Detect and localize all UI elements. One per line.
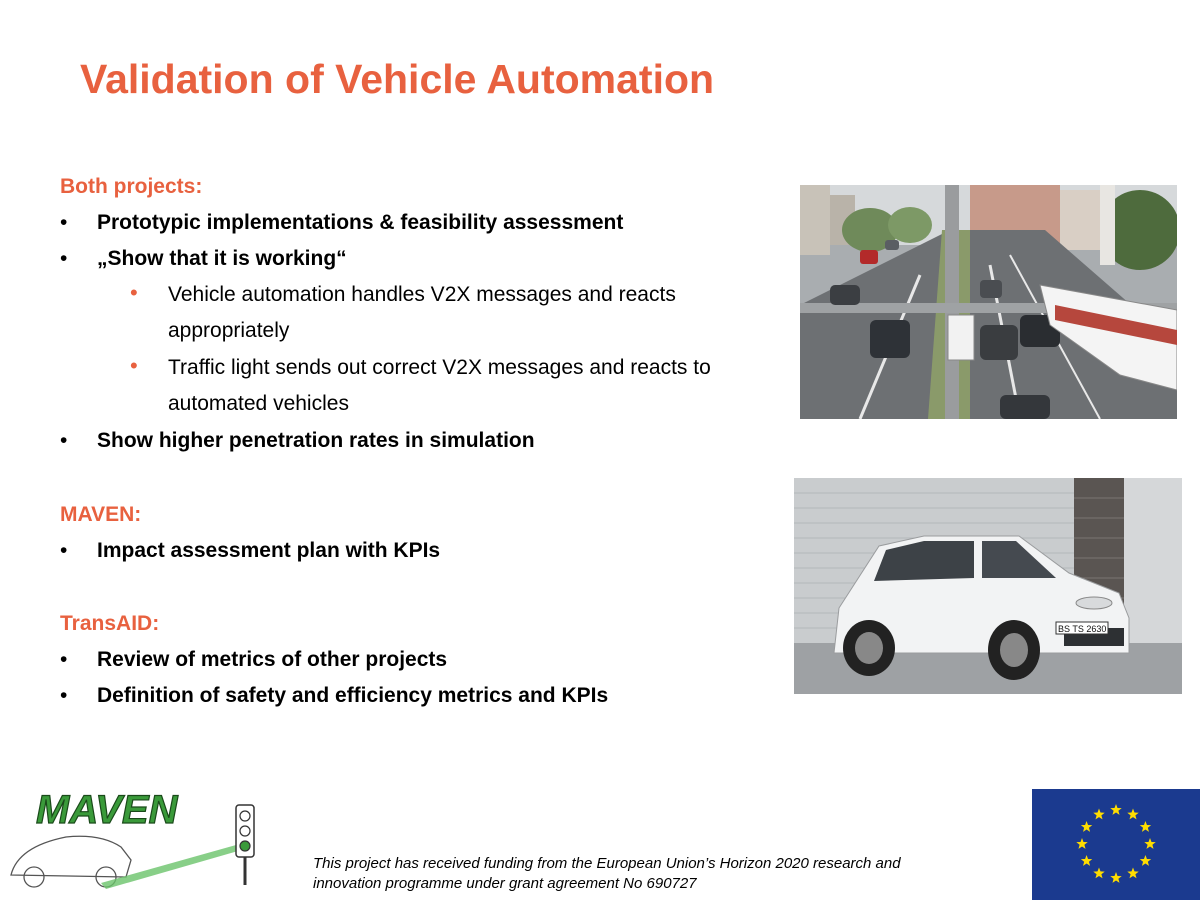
- section-heading-transaid: TransAID:: [60, 612, 160, 635]
- eu-stars-icon: [1032, 789, 1200, 900]
- eu-star-icon: [1140, 821, 1151, 832]
- sub-bullet-text-line2: automated vehicles: [168, 392, 349, 415]
- eu-star-icon: [1140, 855, 1151, 866]
- eu-star-icon: [1076, 838, 1087, 849]
- eu-star-icon: [1110, 872, 1121, 883]
- sub-bullet-marker: •: [130, 353, 138, 378]
- bullet-marker: •: [60, 211, 68, 234]
- eu-star-icon: [1093, 809, 1104, 820]
- bullet-marker: •: [60, 648, 68, 671]
- slide-title: Validation of Vehicle Automation: [80, 56, 715, 102]
- eu-star-icon: [1127, 867, 1138, 878]
- sub-bullet-text-line2: appropriately: [168, 319, 290, 342]
- bullet-text: „Show that it is working“: [97, 247, 347, 270]
- section-heading-both: Both projects:: [60, 175, 203, 198]
- sub-bullet-marker: •: [130, 280, 138, 305]
- bullet-marker: •: [60, 539, 68, 562]
- eu-star-icon: [1144, 838, 1155, 849]
- maven-logo: [6, 785, 276, 895]
- bullet-text: Review of metrics of other projects: [97, 648, 448, 671]
- funding-notice-line2: innovation programme under grant agreement No 690727: [313, 875, 697, 892]
- bullet-text: Show higher penetration rates in simulation: [97, 429, 535, 452]
- eu-star-icon: [1093, 867, 1104, 878]
- sub-bullet-text-line1: Vehicle automation handles V2X messages and reacts: [168, 283, 676, 306]
- bullet-marker: •: [60, 684, 68, 707]
- maven-logo-text: MAVEN: [36, 788, 178, 832]
- license-plate: BS TS 2630: [1058, 624, 1107, 634]
- automated-car-photo: [794, 478, 1182, 694]
- street-traffic-photo: [800, 185, 1177, 419]
- bullet-marker: •: [60, 247, 68, 270]
- eu-star-icon: [1110, 804, 1121, 815]
- funding-notice: [313, 854, 901, 894]
- section-heading-maven: MAVEN:: [60, 503, 142, 526]
- eu-star-icon: [1081, 855, 1092, 866]
- bullet-marker: •: [60, 429, 68, 452]
- bullet-text: Definition of safety and efficiency metrics and KPIs: [97, 684, 609, 707]
- eu-flag: [1032, 789, 1200, 900]
- bullet-text: Impact assessment plan with KPIs: [97, 539, 441, 562]
- eu-star-icon: [1081, 821, 1092, 832]
- bullet-text: Prototypic implementations & feasibility assessment: [97, 211, 624, 234]
- eu-star-icon: [1127, 809, 1138, 820]
- sub-bullet-text-line1: Traffic light sends out correct V2X messages and reacts to: [168, 356, 711, 379]
- funding-notice-line1: This project has received funding from the European Union’s Horizon 2020 research and: [313, 855, 901, 872]
